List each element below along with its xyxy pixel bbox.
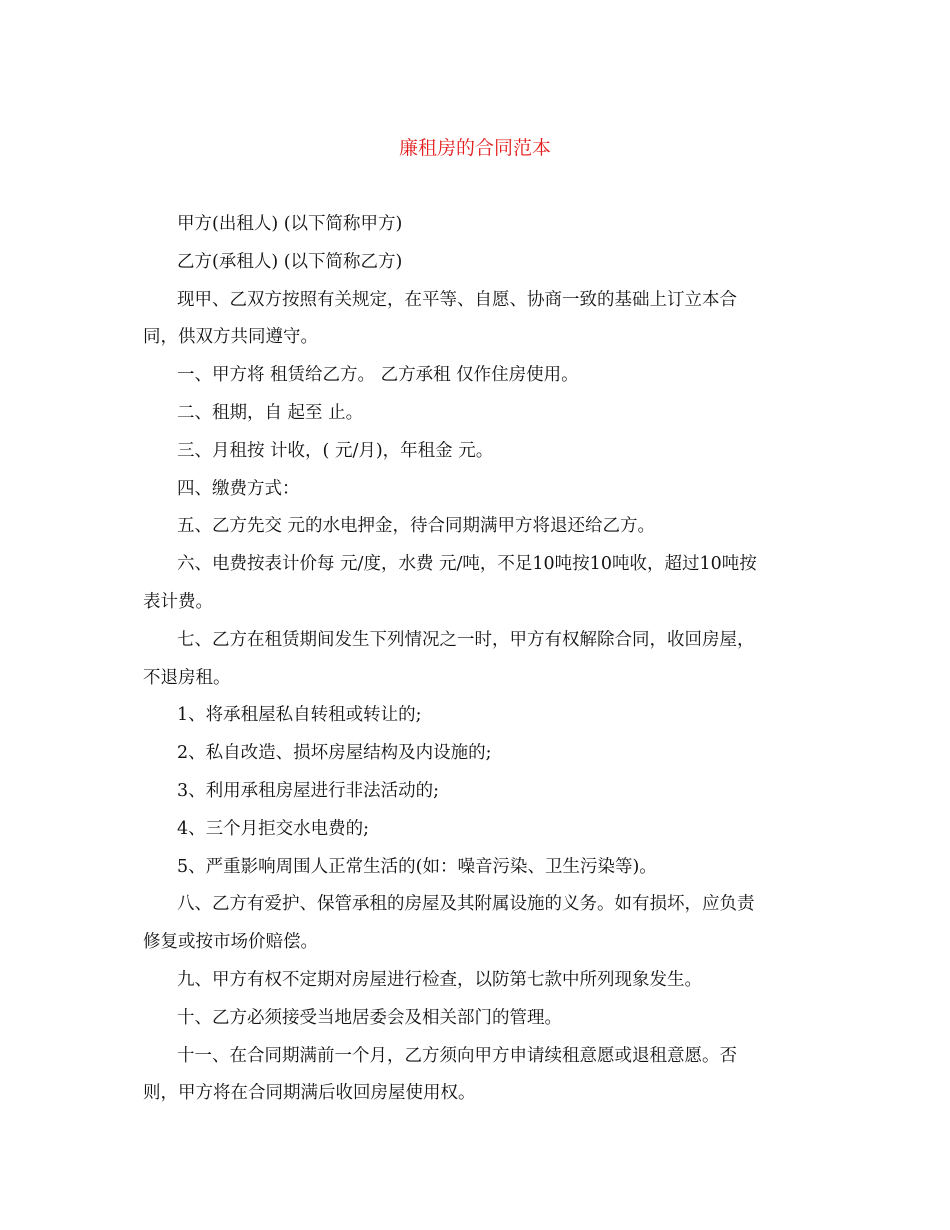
paragraph-line: 现甲、乙双方按照有关规定，在平等、自愿、协商一致的基础上订立本合 [177,289,737,310]
paragraph-line: 六、电费按表计价每 元/度，水费 元/吨，不足10吨按10吨收，超过10吨按 [177,554,757,575]
document-paragraph [143,508,815,546]
paragraph-line: 5、严重影响周围人正常生活的(如：噪音污染、卫生污染等)。 [177,856,657,877]
paragraph-line: 3、利用承租房屋进行非法活动的; [177,780,440,801]
document-paragraph [143,546,815,622]
document-body [143,206,815,1113]
document-paragraph [143,622,815,698]
paragraph-line: 四、缴费方式： [177,478,300,499]
paragraph-line: 甲方(出租人) (以下简称甲方) [177,214,403,234]
paragraph-line: 九、甲方有权不定期对房屋进行检查，以防第七款中所列现象发生。 [177,969,702,990]
paragraph-line: 三、月租按 计收，( 元/月)，年租金 元。 [177,440,494,461]
document-paragraph [143,697,815,735]
document-paragraph [143,1000,815,1038]
paragraph-continuation-line: 表计费。 [143,591,213,612]
document-paragraph [143,206,815,244]
document-paragraph [143,849,815,887]
document-paragraph [143,395,815,433]
document-paragraph [143,773,815,811]
paragraph-line: 二、租期，自 起至 止。 [177,402,364,423]
document-paragraph [143,1038,815,1114]
document-title: 廉租房的合同范本 [398,137,551,159]
document-paragraph [143,471,815,509]
paragraph-line: 乙方(承租人) (以下简称乙方) [177,251,403,272]
paragraph-line: 十一、在合同期满前一个月，乙方须向甲方申请续租意愿或退租意愿。否 [177,1045,737,1066]
paragraph-continuation-line: 修复或按市场价赔偿。 [143,932,318,953]
document-paragraph [143,433,815,471]
document-paragraph [143,735,815,773]
paragraph-line: 2、私自改造、损坏房屋结构及内设施的; [177,743,492,764]
document-paragraph [143,962,815,1000]
document-paragraph [143,357,815,395]
document-paragraph [143,282,815,358]
paragraph-continuation-line: 则，甲方将在合同期满后收回房屋使用权。 [143,1083,476,1104]
paragraph-line: 八、乙方有爱护、保管承租的房屋及其附属设施的义务。如有损坏，应负责 [177,894,755,915]
paragraph-line: 4、三个月拒交水电费的; [177,818,370,839]
paragraph-line: 七、乙方在租赁期间发生下列情况之一时，甲方有权解除合同，收回房屋， [177,629,755,650]
document-paragraph [143,811,815,849]
document-paragraph [143,886,815,962]
paragraph-line: 十、乙方必须接受当地居委会及相关部门的管理。 [177,1007,562,1028]
document-paragraph [143,244,815,282]
paragraph-continuation-line: 同，供双方共同遵守。 [143,327,318,348]
paragraph-line: 五、乙方先交 元的水电押金，待合同期满甲方将退还给乙方。 [177,516,656,537]
paragraph-line: 一、甲方将 租赁给乙方。 乙方承租 仅作住房使用。 [177,365,579,386]
paragraph-continuation-line: 不退房租。 [143,667,231,688]
paragraph-line: 1、将承租屋私自转租或转让的; [177,705,422,726]
